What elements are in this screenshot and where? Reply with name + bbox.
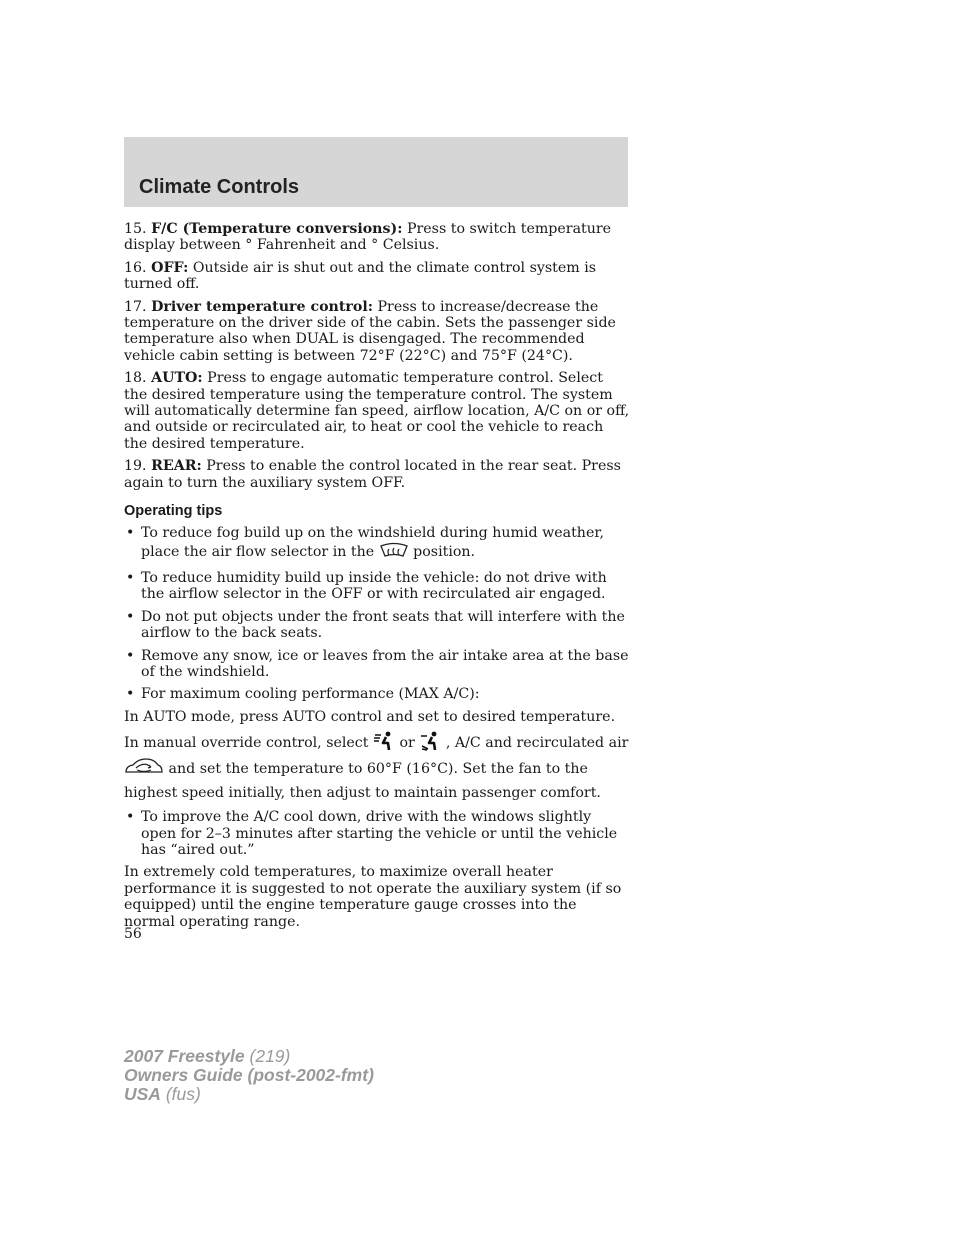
- auto-mode-paragraph: In AUTO mode, press AUTO control and set to desired temperature.: [124, 708, 616, 725]
- paragraph-text: and set the temperature to 60°F (16°C). Set the fan to the highest speed initially, then adjust to maintain passenger comfort.: [124, 761, 601, 802]
- list-item: [124, 260, 630, 293]
- item-text: Press to enable the control located in the rear seat. Press again to turn the auxiliary system OFF.: [124, 458, 621, 491]
- cold-temperature-paragraph: In extremely cold temperatures, to maximize overall heater performance it is suggested to not operate the auxiliary system (if so equipped) until the engine temperature gauge crosses into the normal operating range.: [124, 864, 622, 930]
- item-label: OFF:: [151, 259, 189, 276]
- bullet-marker: •: [126, 647, 135, 664]
- item-text: Press to switch temperature display between ° Fahrenheit and ° Celsius.: [124, 221, 612, 254]
- list-item: [124, 370, 630, 452]
- manual-override-paragraph: [124, 731, 630, 803]
- tip-text: To reduce humidity build up inside the vehicle: do not drive with the airflow selector in the OFF or with recirculated air engaged.: [141, 569, 607, 603]
- paragraph-text: or: [399, 735, 420, 752]
- item-label: AUTO:: [151, 370, 203, 387]
- item-label: F/C (Temperature conversions):: [151, 221, 403, 237]
- item-label: Driver temperature control:: [151, 298, 373, 315]
- item-number: 19.: [124, 458, 147, 475]
- tip-bullet: [124, 525, 630, 564]
- paragraph-text: In manual override control, select: [124, 735, 369, 752]
- footer-code: (219): [244, 1046, 291, 1066]
- panel-floor-icon: [419, 731, 441, 757]
- tip-bullet: [124, 648, 630, 681]
- section-header-band: [124, 137, 628, 207]
- tip-text: To improve the A/C cool down, drive with the windows slightly open for 2–3 minutes after starting the vehicle or until the vehicle has “aired out.”: [141, 809, 618, 858]
- list-item: [124, 299, 630, 365]
- panel-vent-icon: [373, 731, 395, 757]
- defrost-icon: [379, 542, 409, 564]
- document-footer: [124, 1047, 374, 1104]
- tip-text: To reduce fog build up on the windshield during humid weather, place the air flow selector in the: [141, 525, 605, 560]
- tip-text: For maximum cooling performance (MAX A/C):: [141, 686, 480, 703]
- item-number: 17.: [124, 298, 147, 315]
- tip-bullet: [124, 809, 630, 858]
- footer-market: USA: [124, 1084, 161, 1104]
- tip-text: Do not put objects under the front seats that will interfere with the airflow to the back seats.: [141, 608, 625, 642]
- section-title: Climate Controls: [139, 176, 300, 198]
- item-text: Press to increase/decrease the temperature on the driver side of the cabin. Sets the passenger side temperature also when DUAL is disengaged. The recommended vehicle cabin setting is between 72°F (22°C) and 75°F (24°C).: [124, 298, 616, 364]
- footer-line: [124, 1085, 374, 1104]
- tip-bullet: [124, 609, 630, 642]
- item-number: 18.: [124, 370, 147, 387]
- footer-line: Owners Guide (post-2002-fmt): [124, 1065, 374, 1085]
- paragraph-text: , A/C and recirculated air: [445, 735, 629, 752]
- item-label: REAR:: [151, 458, 202, 475]
- list-item: [124, 458, 630, 491]
- operating-tips-heading: Operating tips: [124, 503, 223, 520]
- page-content: [124, 221, 630, 936]
- item-number: 16.: [124, 259, 147, 276]
- bullet-marker: •: [126, 608, 135, 625]
- footer-line: [124, 1047, 374, 1066]
- footer-model: 2007 Freestyle: [124, 1046, 245, 1066]
- bullet-marker: •: [126, 686, 135, 703]
- item-text: Press to engage automatic temperature control. Select the desired temperature using the temperature control. The system will automatically determine fan speed, airflow location, A/C on or off, and outside or recirculated air, to heat or cool the vehicle to reach the desired temperature.: [124, 370, 630, 452]
- footer-code: (fus): [160, 1084, 201, 1104]
- bullet-marker: •: [126, 525, 135, 542]
- item-number: 15.: [124, 221, 147, 237]
- recirculate-air-icon: [124, 757, 164, 783]
- tip-bullet: [124, 686, 630, 702]
- bullet-marker: •: [126, 809, 135, 826]
- tip-bullet: [124, 570, 630, 603]
- list-item: [124, 221, 630, 254]
- item-text: Outside air is shut out and the climate control system is turned off.: [124, 259, 597, 293]
- bullet-marker: •: [126, 569, 135, 586]
- page-number: 56: [124, 926, 142, 942]
- tip-text: position.: [413, 543, 476, 560]
- tip-text: Remove any snow, ice or leaves from the air intake area at the base of the windshield.: [141, 647, 629, 680]
